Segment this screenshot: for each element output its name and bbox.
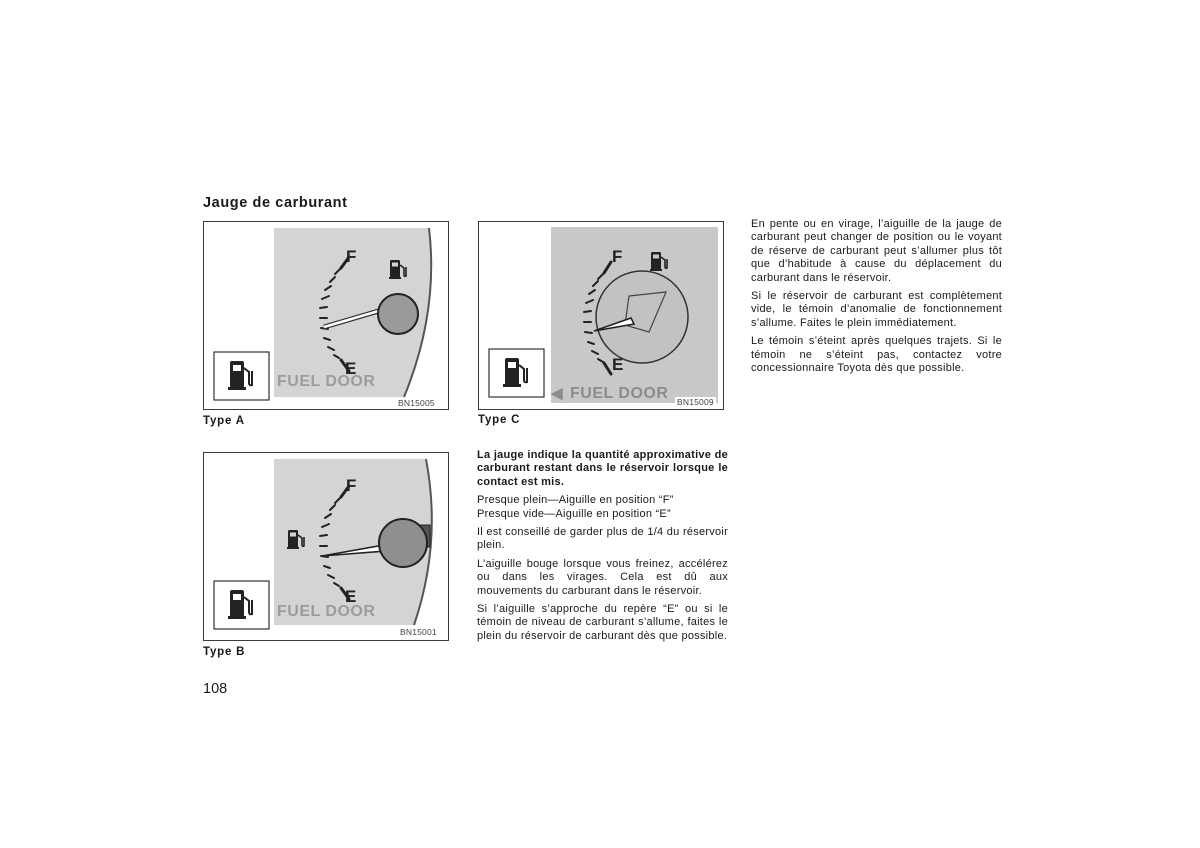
fuel-door-arrow: ◀ xyxy=(551,385,563,402)
figure-type-a xyxy=(203,221,449,410)
fuel-door-label: FUEL DOOR xyxy=(570,385,669,402)
middle-column-text xyxy=(477,449,728,648)
slope-paragraph: En pente ou en virage, l’aiguille de la jauge de carburant peut changer de position ou le voyant de réserve de carburant peut s’allumer plus tôt que d’habitude à cause du déplacement du carburant dans le réservoir. xyxy=(751,218,1002,284)
figure-code: BN15001 xyxy=(400,627,437,637)
full-mark: F xyxy=(346,247,357,266)
empty-mark: E xyxy=(612,355,624,374)
fuel-gauge-type-a xyxy=(204,222,448,409)
empty-tank-paragraph: Si le réservoir de carburant est complètement vide, le témoin d’anomalie de fonctionnement s’allume. Faites le plein immédiatement. xyxy=(751,290,1002,329)
page-number: 108 xyxy=(203,681,228,697)
right-column-text xyxy=(751,218,1002,380)
caption-type-c: Type C xyxy=(478,414,521,426)
caption-type-a: Type A xyxy=(203,415,245,427)
figure-type-c xyxy=(478,221,724,410)
empty-mark: E xyxy=(345,587,357,606)
figure-type-b xyxy=(203,452,449,641)
advice-paragraph: Il est conseillé de garder plus de 1/4 du réservoir plein. xyxy=(477,526,728,552)
warning-light-paragraph: Le témoin s’éteint après quelques trajets. Si le témoin ne s’éteint pas, contactez votre concessionnaire Toyota dès que possible. xyxy=(751,335,1002,375)
near-empty-line: Presque vide—Aiguille en position “E” xyxy=(477,507,671,520)
fuel-gauge-type-c xyxy=(479,222,723,409)
full-mark: F xyxy=(346,476,357,495)
fuel-door-label: FUEL DOOR xyxy=(277,603,376,620)
refuel-paragraph: Si l’aiguille s’approche du repère “E” ou si le témoin de niveau de carburant s’allume, faites le plein du réservoir de carburant dès que possible. xyxy=(477,603,728,642)
near-full-line: Presque plein—Aiguille en position “F” xyxy=(477,494,674,507)
gauge-intro: La jauge indique la quantité approximative de carburant restant dans le réservoir lorsque le contact est mis. xyxy=(477,449,728,488)
full-mark: F xyxy=(612,247,623,266)
figure-code: BN15009 xyxy=(677,397,714,407)
figure-code: BN15005 xyxy=(398,398,435,408)
fuel-door-label: FUEL DOOR xyxy=(277,373,376,390)
empty-mark: E xyxy=(345,359,357,378)
section-title: Jauge de carburant xyxy=(203,195,348,211)
caption-type-b: Type B xyxy=(203,646,246,658)
fuel-gauge-type-b xyxy=(204,453,448,640)
needle-movement-paragraph: L’aiguille bouge lorsque vous freinez, accélérez ou dans les virages. Cela est dû aux mouvements du carburant dans le réservoir. xyxy=(477,557,728,597)
needle-positions xyxy=(477,494,728,521)
